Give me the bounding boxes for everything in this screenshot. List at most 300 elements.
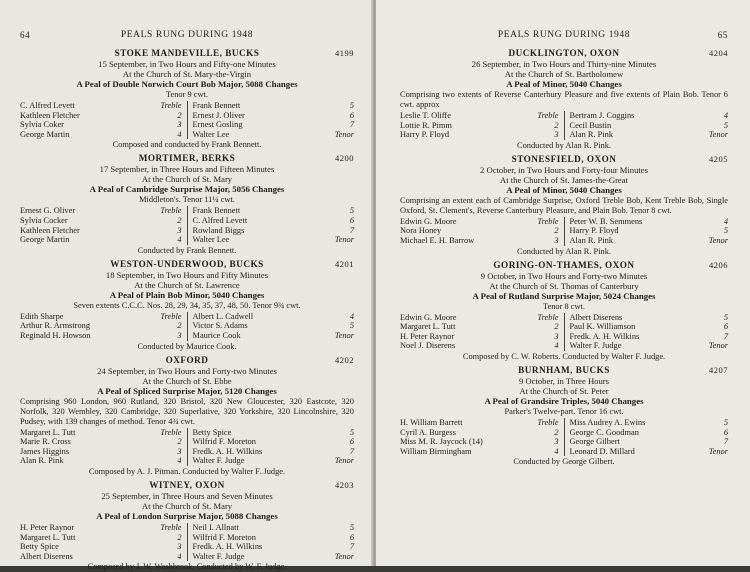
peal-title: A Peal of Double Norwich Court Bob Major, 5088 Changes [76, 79, 298, 89]
peal-footer: Composed and conducted by Frank Bennett. [112, 140, 262, 150]
ringer-row [193, 111, 355, 121]
bell-number: 5 [349, 206, 354, 216]
page-number: 64 [20, 30, 31, 40]
bell-number: 2 [554, 120, 559, 130]
ringer-row [400, 111, 559, 121]
peal-heading [400, 260, 728, 271]
ringer-column-left [400, 313, 565, 351]
ringer-column-left [400, 111, 565, 140]
ringer-row [570, 236, 729, 246]
ringer-row [400, 437, 559, 447]
ringer-name: Arthur R. Armstrong [20, 321, 91, 331]
running-head-title: PEALS RUNG DURING 1948 [497, 30, 631, 40]
bell-number: 3 [177, 446, 182, 456]
bell-number: Tenor [708, 235, 728, 245]
ringer-table [20, 523, 354, 561]
peal-footer: Conducted by Frank Bennett. [137, 245, 237, 255]
ringer-row [400, 341, 559, 351]
peal-info-line: 2 October, in Two Hours and Forty-four Minutes [480, 164, 648, 175]
peal-title: A Peal of London Surprise Major, 5088 Changes [96, 510, 278, 521]
bell-number: 4 [554, 341, 559, 351]
ringer-table [400, 313, 728, 351]
bell-number: 4 [723, 216, 728, 226]
peal-info-line: 18 September, in Two Hours and Fifty Minutes [105, 269, 269, 280]
ringer-column-right [188, 206, 355, 244]
bell-number: 7 [349, 120, 354, 130]
peal-info-line: At the Church of St. Bartholomew [504, 69, 624, 79]
ringer-column-left [20, 428, 188, 466]
bell-number: 5 [349, 101, 354, 110]
ringer-row [20, 235, 182, 245]
peal-heading [20, 480, 354, 491]
ringer-name: Harry P. Floyd [400, 130, 450, 140]
bell-number: Treble [160, 101, 182, 110]
ringer-row [20, 523, 182, 533]
ringer-name: Cyril A. Burgess [400, 427, 456, 437]
ringer-row [400, 121, 559, 131]
ringer-row [193, 542, 355, 552]
ringer-name: Michael E. H. Barrow [400, 235, 475, 245]
ringer-column-left [400, 418, 565, 456]
peal-footer: Composed by J. W. Washbrook. Conducted by W. F. Judge. [87, 562, 287, 572]
ringer-name: Albert L. Cadwell [192, 311, 254, 321]
ringer-name: Lottie R. Pimm [400, 120, 452, 130]
ringer-name: Ernest J. Oliver [192, 110, 245, 120]
peal-info-line: 9 October, in Three Hours [519, 375, 609, 386]
bell-number: Tenor [334, 330, 354, 340]
bell-number: 2 [177, 532, 182, 542]
ringer-column-right [565, 217, 729, 246]
ringer-name: Maurice Cook [192, 330, 241, 340]
peal-info-line: 25 September, in Three Hours and Seven Minutes [101, 490, 273, 501]
peal-footer: Composed by C. W. Roberts. Conducted by Walter F. Judge. [462, 351, 666, 361]
bell-number: Treble [160, 311, 182, 321]
left-page [0, 0, 374, 572]
bell-number: 2 [177, 110, 182, 120]
ringer-name: H. Peter Raynor [400, 331, 455, 341]
ringer-column-right [188, 101, 355, 139]
ringer-column-left [20, 523, 188, 561]
peal-info-line: At the Church of St. Mary [141, 500, 233, 511]
bell-number: Treble [160, 522, 182, 532]
ringer-row [193, 321, 355, 331]
ringer-name: Walter F. Judge [192, 456, 245, 466]
ringer-row [570, 111, 729, 121]
bell-number: 4 [554, 446, 559, 456]
ringer-name: Leonard D. Millard [569, 446, 635, 456]
ringer-name: H. William Barrett [400, 417, 463, 427]
ringer-name: Paul K. Williamson [569, 322, 636, 332]
ringer-name: Marie R. Cross [20, 437, 71, 447]
ringer-row [570, 332, 729, 342]
bell-number: 7 [723, 437, 728, 447]
ringer-name: Margaret L. Tutt [20, 532, 76, 542]
ringer-row [570, 226, 729, 236]
peal-title: A Peal of Cambridge Surprise Major, 5056 Changes [89, 184, 285, 195]
ringer-name: James Higgins [20, 446, 70, 456]
bell-number: 2 [177, 321, 182, 331]
peal-heading [400, 48, 728, 59]
peal-footer: Conducted by George Gilbert. [513, 457, 615, 467]
ringer-name: Margaret L. Tutt [400, 322, 456, 332]
ringer-name: Betty Spice [192, 427, 232, 437]
ringer-name: C. Alfred Levett [192, 215, 248, 225]
peal-number: 4199 [335, 48, 354, 58]
ringer-row [193, 216, 355, 226]
peal-place: GORING-ON-THAMES, OXON [493, 259, 635, 270]
peal-footer: Composed by A. J. Pitman. Conducted by Walter F. Judge. [88, 466, 286, 476]
ringer-row [570, 447, 729, 457]
peal-description: Comprising 960 London, 960 Rutland, 320 Bristol, 320 New Gloucester, 320 Eastcote, 320 Norfolk, 320 Wembley, 320 Cambridge, 320 Superlative, 320 Yorkshire, 320 Lincolnshire, 320 Pudsey, with 139 changes of method. Tenor 4¾ cwt. [20, 396, 354, 426]
bell-number: 6 [349, 215, 354, 225]
peal-info-line: 9 October, in Two Hours and Forty-two Minutes [480, 270, 648, 281]
bell-number: Treble [537, 111, 559, 120]
ringer-name: Victor S. Adams [192, 321, 248, 331]
ringer-name: Sylvia Coker [20, 120, 64, 130]
peal-record [400, 48, 728, 151]
bell-number: Tenor [708, 341, 728, 351]
peal-heading [20, 153, 354, 164]
bell-number: 7 [723, 331, 728, 341]
ringer-row [193, 120, 355, 130]
bell-number: 3 [554, 235, 559, 245]
ringer-row [400, 217, 559, 227]
peal-heading [20, 355, 354, 366]
ringer-row [20, 456, 182, 466]
bell-number: 6 [349, 110, 354, 120]
peal-footer: Conducted by Maurice Cook. [137, 341, 237, 351]
bell-number: 7 [349, 542, 354, 552]
ringer-row [193, 206, 355, 216]
peal-heading [20, 259, 354, 270]
ringer-name: C. Alfred Levett [20, 101, 75, 110]
ringer-name: William Birmingham [400, 446, 472, 456]
ringer-name: Leslie T. Oliffe [400, 111, 451, 120]
ringer-row [570, 418, 729, 428]
peal-number: 4203 [335, 479, 354, 490]
peal-footer: Conducted by Alan R. Pink. [517, 246, 611, 256]
ringer-name: Nora Honey [400, 226, 442, 236]
peal-record [20, 153, 354, 255]
bell-number: 4 [177, 551, 182, 561]
peal-info-line: 15 September, in Two Hours and Fifty-one Minutes [98, 59, 276, 69]
ringer-column-right [565, 418, 729, 456]
ringer-row [193, 456, 355, 466]
peal-place: STONESFIELD, OXON [511, 153, 617, 164]
ringer-row [20, 120, 182, 130]
ringer-name: Wilfrid F. Moreton [192, 532, 256, 542]
ringer-name: George C. Goodman [569, 427, 639, 437]
ringer-row [193, 101, 355, 111]
ringer-name: Edwin G. Moore [400, 312, 457, 322]
ringer-name: Walter F. Judge [569, 341, 622, 351]
bell-number: 4 [723, 111, 728, 120]
ringer-row [570, 341, 729, 351]
bell-number: Tenor [708, 130, 728, 140]
bell-number: Treble [537, 216, 559, 226]
ringer-name: George Martin [20, 129, 70, 139]
ringer-row [193, 312, 355, 322]
ringer-row [20, 437, 182, 447]
ringer-row [20, 111, 182, 121]
peal-record [400, 260, 728, 362]
peal-record [400, 154, 728, 257]
bell-number: 2 [177, 437, 182, 447]
bell-number: 5 [349, 522, 354, 532]
bell-number: Treble [537, 312, 559, 322]
peal-number: 4200 [335, 153, 354, 164]
peal-info-line: 26 September, in Two Hours and Thirty-nine Minutes [471, 59, 657, 69]
peal-tenor: Tenor 9 cwt. [166, 90, 208, 99]
ringer-name: Ernest G. Oliver [20, 206, 76, 216]
peal-list [20, 48, 354, 572]
peal-number: 4201 [335, 258, 354, 269]
bell-number: 3 [554, 331, 559, 341]
peal-place: DUCKLINGTON, OXON [508, 48, 620, 58]
peal-place: MORTIMER, BERKS [138, 153, 236, 164]
peal-tenor: Parker's Twelve-part. Tenor 16 cwt. [504, 406, 624, 416]
ringer-table [400, 418, 728, 456]
bell-number: 6 [723, 322, 728, 332]
peal-number: 4204 [709, 48, 728, 58]
ringer-name: Peter W. B. Semmens [569, 216, 643, 226]
bell-number: 4 [177, 235, 182, 245]
ringer-name: Cecil Bustin [569, 120, 612, 130]
bell-number: Tenor [334, 456, 354, 466]
ringer-row [400, 236, 559, 246]
ringer-name: Kathleen Fletcher [20, 110, 80, 120]
bell-number: 3 [554, 130, 559, 140]
peal-tenor: Tenor 8 cwt. [543, 301, 585, 311]
ringer-row [570, 437, 729, 447]
ringer-name: Wilfrid F. Moreton [192, 437, 256, 447]
bell-number: 4 [177, 129, 182, 139]
page-number: 65 [717, 30, 728, 40]
ringer-name: Harry P. Floyd [569, 226, 619, 236]
ringer-name: Miss M. R. Jaycock (14) [400, 437, 483, 447]
ringer-row [193, 523, 355, 533]
peal-number: 4202 [335, 354, 354, 365]
ringer-table [20, 312, 354, 341]
peal-number: 4206 [709, 259, 728, 270]
ringer-row [193, 130, 355, 140]
bell-number: 7 [349, 225, 354, 235]
ringer-row [20, 226, 182, 236]
peal-info-line: At the Church of St. James-the-Great [500, 174, 628, 185]
peal-title: A Peal of Plain Bob Minor, 5040 Changes [109, 289, 265, 300]
ringer-name: Fredk. A. H. Wilkins [192, 446, 263, 456]
bell-number: Tenor [334, 235, 354, 245]
bell-number: 2 [177, 215, 182, 225]
ringer-column-right [188, 312, 355, 341]
bell-number: 3 [177, 330, 182, 340]
peal-info-line: At the Church of St. Lawrence [134, 279, 240, 290]
ringer-row [20, 542, 182, 552]
ringer-row [20, 130, 182, 140]
ringer-row [20, 533, 182, 543]
bell-number: 3 [177, 542, 182, 552]
ringer-name: H. Peter Raynor [20, 522, 75, 532]
ringer-name: Ernest Gosling [192, 120, 243, 130]
bell-number: 5 [349, 321, 354, 331]
peal-record [20, 480, 354, 572]
ringer-row [400, 447, 559, 457]
bell-number: 5 [723, 312, 728, 322]
ringer-table [400, 217, 728, 246]
ringer-name: Bertram J. Coggins [569, 111, 635, 120]
ringer-row [400, 226, 559, 236]
ringer-name: Noel J. Diserens [400, 341, 456, 351]
peal-place: WITNEY, OXON [149, 479, 225, 490]
ringer-row [400, 322, 559, 332]
bell-number: 3 [177, 225, 182, 235]
bell-number: 2 [554, 427, 559, 437]
ringer-row [20, 101, 182, 111]
peal-title: A Peal of Grandsire Triples, 5040 Changes [484, 395, 644, 406]
bell-number: 3 [554, 437, 559, 447]
running-head [20, 30, 354, 44]
peal-info-line: 17 September, in Three Hours and Fifteen Minutes [99, 164, 275, 175]
ringer-name: Alan R. Pink [20, 456, 64, 466]
bell-number: Treble [537, 417, 559, 427]
ringer-name: Betty Spice [20, 542, 59, 552]
ringer-row [400, 313, 559, 323]
peal-record [400, 365, 728, 467]
ringer-name: Walter F. Judge [192, 551, 245, 561]
bell-number: Tenor [708, 446, 728, 456]
peal-info-line: At the Church of St. Ebbe [142, 375, 232, 386]
peal-info-line: At the Church of St. Thomas of Canterbury [489, 280, 639, 291]
ringer-name: Fredk. A. H. Wilkins [569, 331, 640, 341]
ringer-row [193, 437, 355, 447]
ringer-row [570, 428, 729, 438]
peal-title: A Peal of Minor, 5040 Changes [506, 79, 622, 89]
ringer-row [193, 447, 355, 457]
ringer-name: Edwin G. Moore [400, 216, 457, 226]
peal-info-line: At the Church of St. Mary-the-Virgin [122, 69, 252, 79]
ringer-column-left [400, 217, 565, 246]
ringer-name: Fredk. A. H. Wilkins [192, 542, 263, 552]
bell-number: Treble [160, 206, 182, 216]
peal-description: Comprising two extents of Reverse Canterbury Pleasure and five extents of Plain Bob. Tenor 6 cwt. approx [400, 90, 728, 109]
ringer-name: Frank Bennett [192, 101, 241, 110]
ringer-table [20, 206, 354, 244]
ringer-row [20, 331, 182, 341]
peal-place: STOKE MANDEVILLE, BUCKS [114, 48, 260, 58]
ringer-column-right [565, 313, 729, 351]
bell-number: 6 [723, 427, 728, 437]
ringer-name: Alan R. Pink [569, 130, 614, 140]
peal-heading [400, 154, 728, 165]
peal-info-line: At the Church of St. Peter [519, 385, 609, 396]
peal-number: 4205 [709, 153, 728, 164]
ringer-name: Margaret L. Tutt [20, 427, 76, 437]
ringer-name: Rowland Biggs [192, 225, 245, 235]
ringer-column-left [20, 312, 188, 341]
bell-number: Tenor [334, 551, 354, 561]
peal-list [400, 48, 728, 467]
bell-number: 4 [177, 456, 182, 466]
peal-title: A Peal of Rutland Surprise Major, 5024 Changes [472, 290, 656, 301]
ringer-row [20, 312, 182, 322]
ringer-name: Albert Diserens [569, 312, 623, 322]
peal-record [20, 355, 354, 477]
peal-record [20, 48, 354, 150]
ringer-name: Miss Audrey A. Ewins [569, 417, 646, 427]
ringer-name: George Gilbert [569, 437, 620, 447]
ringer-row [20, 428, 182, 438]
bell-number: 2 [554, 226, 559, 236]
running-head [400, 30, 728, 44]
ringer-table [400, 111, 728, 140]
peal-description: Comprising an extent each of Cambridge Surprise, Oxford Treble Bob, Kent Treble Bob, Single Oxford, St. Clement's, Reverse Canterbury Pleasure, and Plain Bob. Tenor 8 cwt. [400, 195, 728, 215]
ringer-row [400, 332, 559, 342]
peal-place: BURNHAM, BUCKS [518, 364, 610, 375]
ringer-row [20, 216, 182, 226]
right-page [376, 0, 750, 566]
ringer-row [570, 130, 729, 140]
ringer-column-right [565, 111, 729, 140]
ringer-name: Frank Bennett [192, 206, 241, 216]
ringer-table [20, 101, 354, 139]
peal-number: 4207 [709, 364, 728, 375]
ringer-name: George Martin [20, 235, 70, 245]
ringer-row [193, 226, 355, 236]
peal-info-line: At the Church of St. Mary [141, 174, 233, 185]
ringer-row [570, 121, 729, 131]
bell-number: 5 [349, 427, 354, 437]
peal-record [20, 259, 354, 352]
ringer-name: Walter Lee [192, 235, 230, 245]
ringer-name: Walter Lee [192, 129, 230, 139]
ringer-row [20, 206, 182, 216]
bell-number: 5 [723, 226, 728, 236]
bell-number: 6 [349, 532, 354, 542]
ringer-row [193, 428, 355, 438]
peal-title: A Peal of Spliced Surprise Major, 5120 Changes [97, 385, 277, 396]
bell-number: 6 [349, 437, 354, 447]
ringer-column-left [20, 101, 188, 139]
ringer-row [570, 217, 729, 227]
ringer-table [20, 428, 354, 466]
ringer-name: Neil I. Allnatt [192, 522, 239, 532]
ringer-name: Alan R. Pink [569, 235, 614, 245]
ringer-name: Albert Diserens [20, 551, 73, 561]
ringer-column-right [188, 523, 355, 561]
bell-number: 3 [177, 120, 182, 130]
ringer-name: Kathleen Fletcher [20, 225, 80, 235]
peal-info-line: 24 September, in Two Hours and Forty-two Minutes [97, 365, 277, 376]
bell-number: 5 [723, 120, 728, 130]
ringer-row [570, 313, 729, 323]
ringer-row [193, 533, 355, 543]
running-head-title: PEALS RUNG DURING 1948 [120, 30, 254, 40]
peal-heading [20, 48, 354, 59]
bell-number: 4 [349, 311, 354, 321]
ringer-row [400, 130, 559, 140]
bell-number: 5 [723, 417, 728, 427]
peal-place: OXFORD [165, 354, 209, 365]
ringer-name: Sylvia Cocker [20, 215, 68, 225]
ringer-row [20, 552, 182, 562]
ringer-row [20, 321, 182, 331]
peal-title: A Peal of Minor, 5040 Changes [506, 184, 622, 195]
bell-number: 7 [349, 446, 354, 456]
ringer-row [570, 322, 729, 332]
ringer-row [400, 428, 559, 438]
ringer-row [400, 418, 559, 428]
peal-heading [400, 365, 728, 376]
